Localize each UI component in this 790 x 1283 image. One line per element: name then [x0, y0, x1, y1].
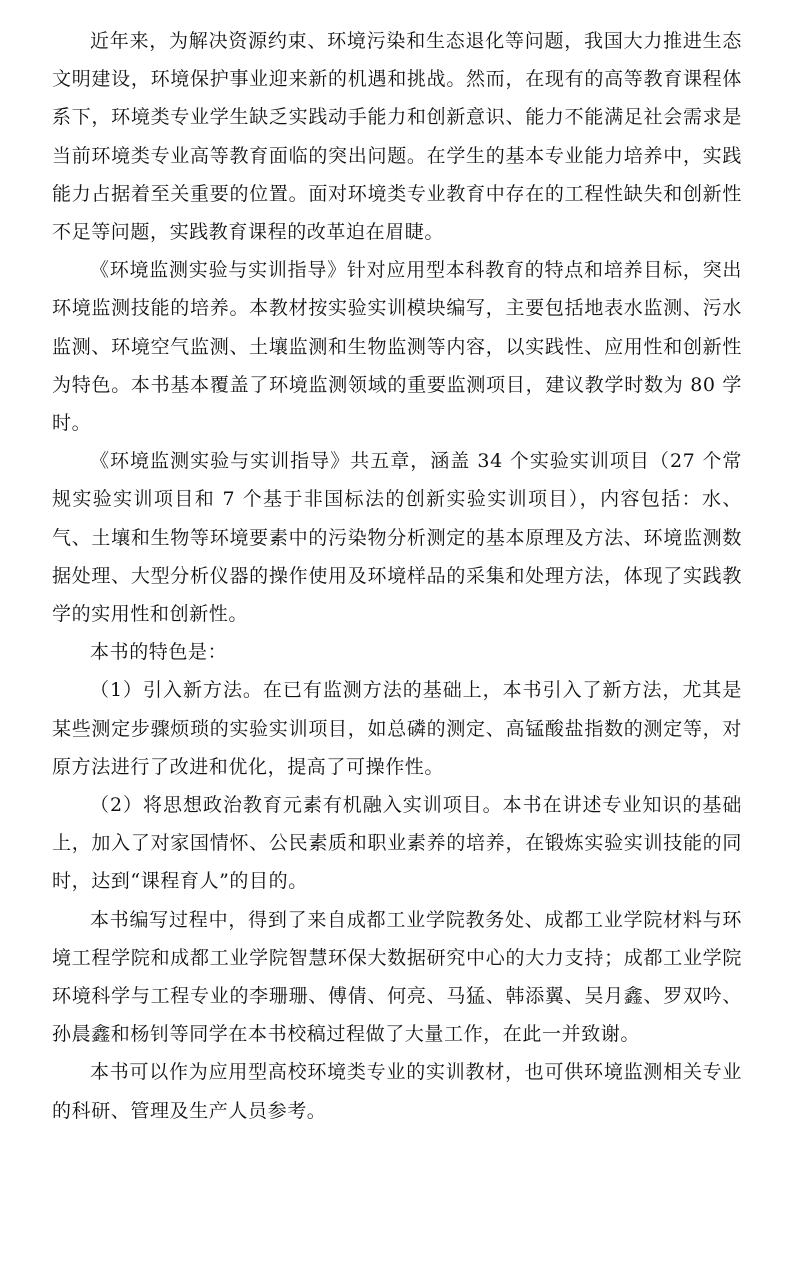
paragraph-acknowledgements: 本书编写过程中，得到了来自成都工业学院教务处、成都工业学院材料与环境工程学院和成都工业学院智慧环保大数据研究中心的大力支持；成都工业学院环境科学与工程专业的李珊珊、傅倩、何亮、马猛、韩添翼、吴月鑫、罗双吟、孙晨鑫和杨钊等同学在本书校稿过程做了大量工作，在此一并致谢。: [52, 908, 742, 1046]
paragraph-intro: 近年来，为解决资源约束、环境污染和生态退化等问题，我国大力推进生态文明建设，环境保护事业迎来新的机遇和挑战。然而，在现有的高等教育课程体系下，环境类专业学生缺乏实践动手能力和创新意识、能力不能满足社会需求是当前环境类专业高等教育面临的突出问题。在学生的基本专业能力培养中，实践能力占据着至关重要的位置。面对环境类专业教育中存在的工程性缺失和创新性不足等问题，实践教育课程的改革迫在眉睫。: [52, 30, 742, 244]
document-page: [52, 22, 742, 1130]
paragraph-features-heading: 本书的特色是：: [90, 641, 228, 664]
paragraph-feature-1: （1）引入新方法。在已有监测方法的基础上，本书引入了新方法，尤其是某些测定步骤烦琐的实验实训项目，如总磷的测定、高锰酸盐指数的测定等，对原方法进行了改进和优化，提高了可操作性。: [52, 679, 742, 778]
paragraph-audience: 本书可以作为应用型高校环境类专业的实训教材，也可供环境监测相关专业的科研、管理及生产人员参考。: [52, 1061, 742, 1122]
paragraph-feature-2: （2）将思想政治教育元素有机融入实训项目。本书在讲述专业知识的基础上，加入了对家国情怀、公民素质和职业素养的培养，在锻炼实验实训技能的同时，达到“课程育人”的目的。: [52, 794, 742, 893]
paragraph-book-overview: 《环境监测实验与实训指导》针对应用型本科教育的特点和培养目标，突出环境监测技能的培养。本教材按实验实训模块编写，主要包括地表水监测、污水监测、环境空气监测、土壤监测和生物监测等内容，以实践性、应用性和创新性为特色。本书基本覆盖了环境监测领域的重要监测项目，建议教学时数为 80 学时。: [52, 259, 742, 435]
paragraph-book-contents: 《环境监测实验与实训指导》共五章，涵盖 34 个实验实训项目（27 个常规实验实训项目和 7 个基于非国标法的创新实验实训项目），内容包括：水、气、土壤和生物等环境要素中的污染物分析测定的基本原理及方法、环境监测数据处理、大型分析仪器的操作使用及环境样品的采集和处理方法，体现了实践教学的实用性和创新性。: [52, 450, 742, 626]
